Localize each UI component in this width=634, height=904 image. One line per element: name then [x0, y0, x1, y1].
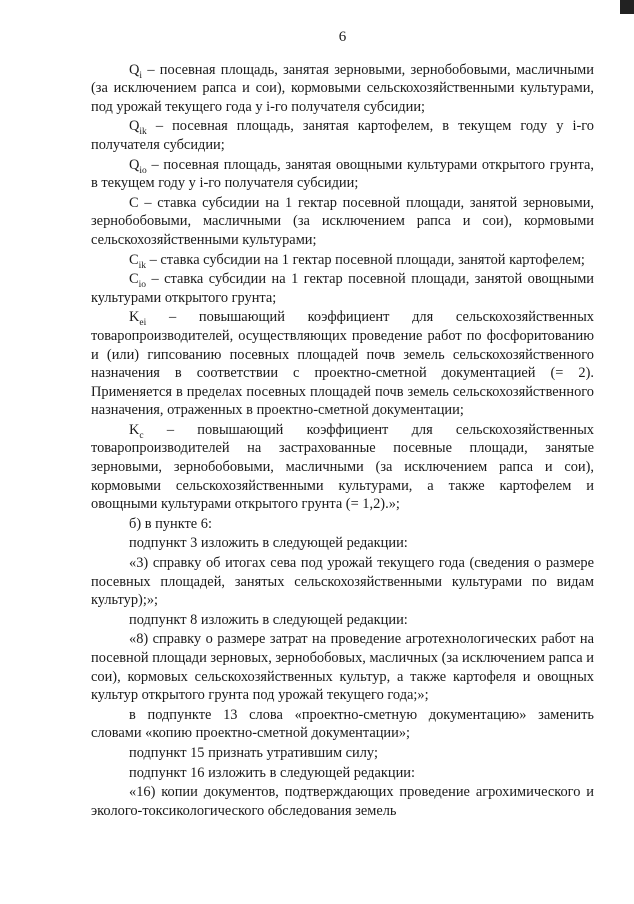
- amendments-body: [91, 515, 594, 821]
- symbol: C: [129, 194, 139, 211]
- definition-qik: [91, 117, 594, 154]
- definition-qio: [91, 156, 594, 193]
- definition-cik: [91, 251, 594, 270]
- symbol: $K_c$: [129, 421, 144, 441]
- paragraph-subitem-13: в подпункте 13 слова «проектно-сметную документацию» заменить словами «копию проектно-сметной документации»;: [91, 706, 594, 742]
- definitions-list: [91, 61, 594, 514]
- paragraph-subitem-16-intro: подпункт 16 изложить в следующей редакции:: [129, 764, 415, 781]
- paragraph-subitem-8-intro: подпункт 8 изложить в следующей редакции:: [129, 611, 408, 628]
- definition-kc: [91, 421, 594, 514]
- definition-text: – повышающий коэффициент для сельскохозяйственных товаропроизводителей на застрахованные посевные площади, занятые зерновыми, зернобобовыми, масличными (за исключением рапса и сои), кормовыми сельскохозяйственными культурами, а также картофелем и овощными культурами открытого грунта (= 1,2).»;: [91, 421, 594, 513]
- definition-text: – посевная площадь, занятая овощными культурами открытого грунта, в текущем году у i-го получателя субсидии;: [91, 156, 594, 192]
- paragraph-subitem-8-text: «8) справку о размере затрат на проведение агротехнологических работ на посевной площади зерновых, зернобобовых, масличных (за исключением рапса и сои), кормовых сельскохозяйственных культур, а также картофеля и овощных культур открытого грунта под урожай текущего года;»;: [91, 631, 594, 704]
- document-page: [91, 28, 594, 820]
- symbol: $C_{ik}$: [129, 251, 146, 271]
- definition-text: – ставка субсидии на 1 гектар посевной площади, занятой зерновыми, зернобобовыми, масличными (за исключением рапса и сои), кормовыми сельскохозяйственными культурами;: [91, 194, 594, 248]
- definition-qi: [91, 61, 594, 117]
- definition-text: – повышающий коэффициент для сельскохозяйственных товаропроизводителей, осуществляющих проведение работ по фосфоритованию и (или) гипсованию посевных площадей почв земель сельскохозяйственного назначения в соответствии с проектно-сметной документацией (= 2). Применяется в пределах посевных площадей почв земель сельскохозяйственного назначения, отраженных в проектно-сметной документации;: [91, 309, 594, 419]
- scan-corner-mark: [620, 0, 634, 14]
- definition-text: – ставка субсидии на 1 гектар посевной площади, занятой картофелем;: [146, 251, 585, 268]
- definition-kei: [91, 308, 594, 420]
- symbol: $Q_{ik}$: [129, 118, 147, 138]
- symbol: $Q_i$: [129, 61, 143, 81]
- paragraph-subitem-3-text: «3) справку об итогах сева под урожай текущего года (сведения о размере посевных площадей, занятых сельскохозяйственными культурами по видам культур);»;: [91, 555, 594, 609]
- symbol: $K_{ei}$: [129, 309, 147, 329]
- definition-text: – посевная площадь, занятая зерновыми, зернобобовыми, масличными (за исключением рапса и сои), кормовыми сельскохозяйственными культурами, под урожай текущего года у i-го получателя субсидии;: [91, 61, 594, 115]
- definition-cio: [91, 270, 594, 307]
- definition-c: [91, 194, 594, 250]
- paragraph-item-b: б) в пункте 6:: [129, 515, 212, 532]
- definition-text: – ставка субсидии на 1 гектар посевной площади, занятой овощными культурами открытого грунта;: [91, 271, 594, 306]
- paragraph-subitem-3-intro: подпункт 3 изложить в следующей редакции:: [129, 535, 408, 552]
- symbol: $C_{io}$: [129, 271, 146, 290]
- symbol: $Q_{io}$: [129, 156, 147, 176]
- paragraph-subitem-15: подпункт 15 признать утратившим силу;: [129, 744, 378, 761]
- definition-text: – посевная площадь, занятая картофелем, в текущем году у i-го получателя субсидии;: [91, 118, 594, 153]
- page-number: 6: [338, 29, 347, 45]
- paragraph-subitem-16-text: «16) копии документов, подтверждающих проведение агрохимического и эколого-токсикологического обследования земель: [91, 784, 594, 819]
